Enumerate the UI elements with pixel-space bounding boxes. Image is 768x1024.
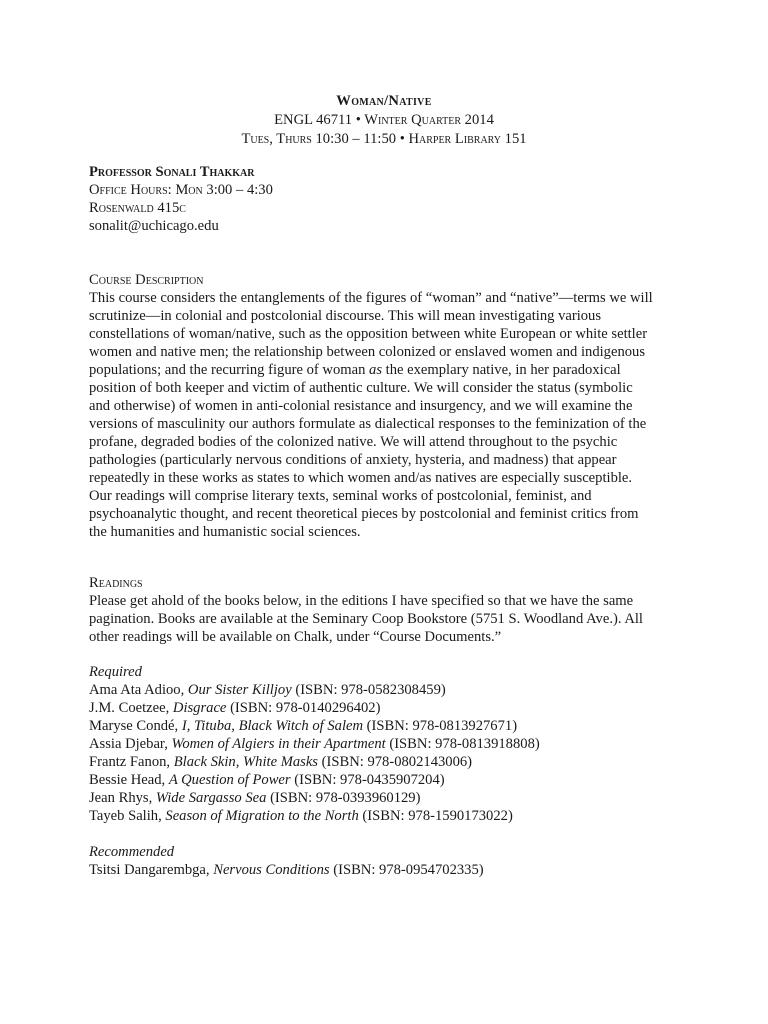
book-author: Jean Rhys, [89, 790, 156, 806]
list-item [89, 807, 689, 825]
readings-intro-line: pagination. Books are available at the Seminary Coop Bookstore (5751 S. Woodland Ave.). All [89, 611, 643, 627]
course-description-heading: Course Description [89, 272, 204, 288]
book-author: Assia Djebar, [89, 736, 172, 752]
description-line: and otherwise) of women in anti-colonial resistance and insurgency, and we will examine the [89, 398, 633, 414]
description-line-part: the exemplary native, in her paradoxical [382, 362, 621, 378]
course-header [0, 92, 768, 149]
course-description-section [89, 271, 689, 541]
book-isbn: (ISBN: 978-0802143006) [318, 754, 473, 770]
description-line: pathologies (particularly nervous conditions of anxiety, hysteria, and madness) that appear [89, 452, 617, 468]
readings-section [89, 574, 689, 646]
description-line: psychoanalytic thought, and recent theoretical pieces by postcolonial and feminist critics from [89, 506, 639, 522]
book-isbn: (ISBN: 978-0435907204) [290, 772, 445, 788]
list-item [89, 771, 689, 789]
office-location: Rosenwald 415c [89, 200, 186, 216]
book-isbn: (ISBN: 978-0954702335) [329, 862, 484, 878]
description-line: This course considers the entanglements of the figures of “woman” and “native”—terms we will [89, 290, 653, 306]
office-hours: Office Hours: Mon 3:00 – 4:30 [89, 182, 273, 198]
recommended-readings [89, 843, 689, 879]
readings-heading: Readings [89, 575, 143, 591]
description-line: Our readings will comprise literary texts, seminal works of postcolonial, feminist, and [89, 488, 592, 504]
book-title: Women of Algiers in their Apartment [171, 736, 386, 752]
list-item [89, 789, 689, 807]
book-isbn: (ISBN: 978-1590173022) [358, 808, 513, 824]
book-title: Disgrace [172, 700, 227, 716]
book-isbn: (ISBN: 978-0582308459) [291, 682, 446, 698]
readings-intro-line: other readings will be available on Chalk, under “Course Documents.” [89, 629, 502, 645]
book-isbn: (ISBN: 978-0393960129) [266, 790, 421, 806]
book-title: I, Tituba, Black Witch of Salem [181, 718, 364, 734]
book-isbn: (ISBN: 978-0140296402) [226, 700, 381, 716]
book-isbn: (ISBN: 978-0813918808) [385, 736, 540, 752]
course-description-text [89, 289, 689, 541]
book-author: Frantz Fanon, [89, 754, 174, 770]
professor-email[interactable]: sonalit@uchicago.edu [89, 218, 219, 234]
list-item [89, 735, 689, 753]
course-schedule-location: Tues, Thurs 10:30 – 11:50 • Harper Library 151 [241, 131, 527, 147]
book-title: Season of Migration to the North [165, 808, 359, 824]
book-author: Maryse Condé, [89, 718, 182, 734]
course-title: Woman/Native [336, 93, 432, 109]
emphasis-as: as [369, 362, 383, 378]
course-number-term: ENGL 46711 • Winter Quarter 2014 [274, 112, 494, 128]
list-item [89, 699, 689, 717]
list-item [89, 861, 689, 879]
book-author: J.M. Coetzee, [89, 700, 173, 716]
book-title: Nervous Conditions [213, 862, 330, 878]
required-heading: Required [89, 664, 142, 680]
professor-name: Professor Sonali Thakkar [89, 164, 255, 180]
book-title: Black Skin, White Masks [173, 754, 318, 770]
description-line: repeatedly in these works as states to which women and/as natives are especially susceptible. [89, 470, 633, 486]
book-author: Tayeb Salih, [89, 808, 166, 824]
professor-info [89, 163, 689, 235]
description-line: constellations of woman/native, such as the opposition between white European or white settler [89, 326, 648, 342]
readings-intro [89, 592, 689, 646]
book-title: Our Sister Killjoy [187, 682, 292, 698]
book-isbn: (ISBN: 978-0813927671) [363, 718, 518, 734]
description-line: profane, degraded bodies of the colonized native. We will attend throughout to the psychic [89, 434, 618, 450]
description-line: scrutinize—in colonial and postcolonial discourse. This will mean investigating various [89, 308, 602, 324]
list-item [89, 681, 689, 699]
required-list [89, 681, 689, 825]
recommended-heading: Recommended [89, 844, 175, 860]
list-item [89, 717, 689, 735]
book-author: Ama Ata Adioo, [89, 682, 188, 698]
description-line [89, 361, 689, 379]
required-readings [89, 663, 689, 825]
book-author: Tsitsi Dangarembga, [89, 862, 214, 878]
description-line: the humanities and humanistic social sciences. [89, 524, 361, 540]
book-title: A Question of Power [168, 772, 291, 788]
readings-intro-line: Please get ahold of the books below, in the editions I have specified so that we have the same [89, 593, 634, 609]
description-line: women and native men; the relationship between colonized or enslaved women and indigenous [89, 344, 646, 360]
description-line: versions of masculinity our authors formulate as dialectical responses to the feminization of the [89, 416, 647, 432]
description-line-part: populations; and the recurring figure of woman [89, 362, 370, 378]
list-item [89, 753, 689, 771]
description-line: position of both keeper and victim of authentic culture. We will consider the status (symbolic [89, 380, 633, 396]
book-author: Bessie Head, [89, 772, 169, 788]
book-title: Wide Sargasso Sea [155, 790, 267, 806]
